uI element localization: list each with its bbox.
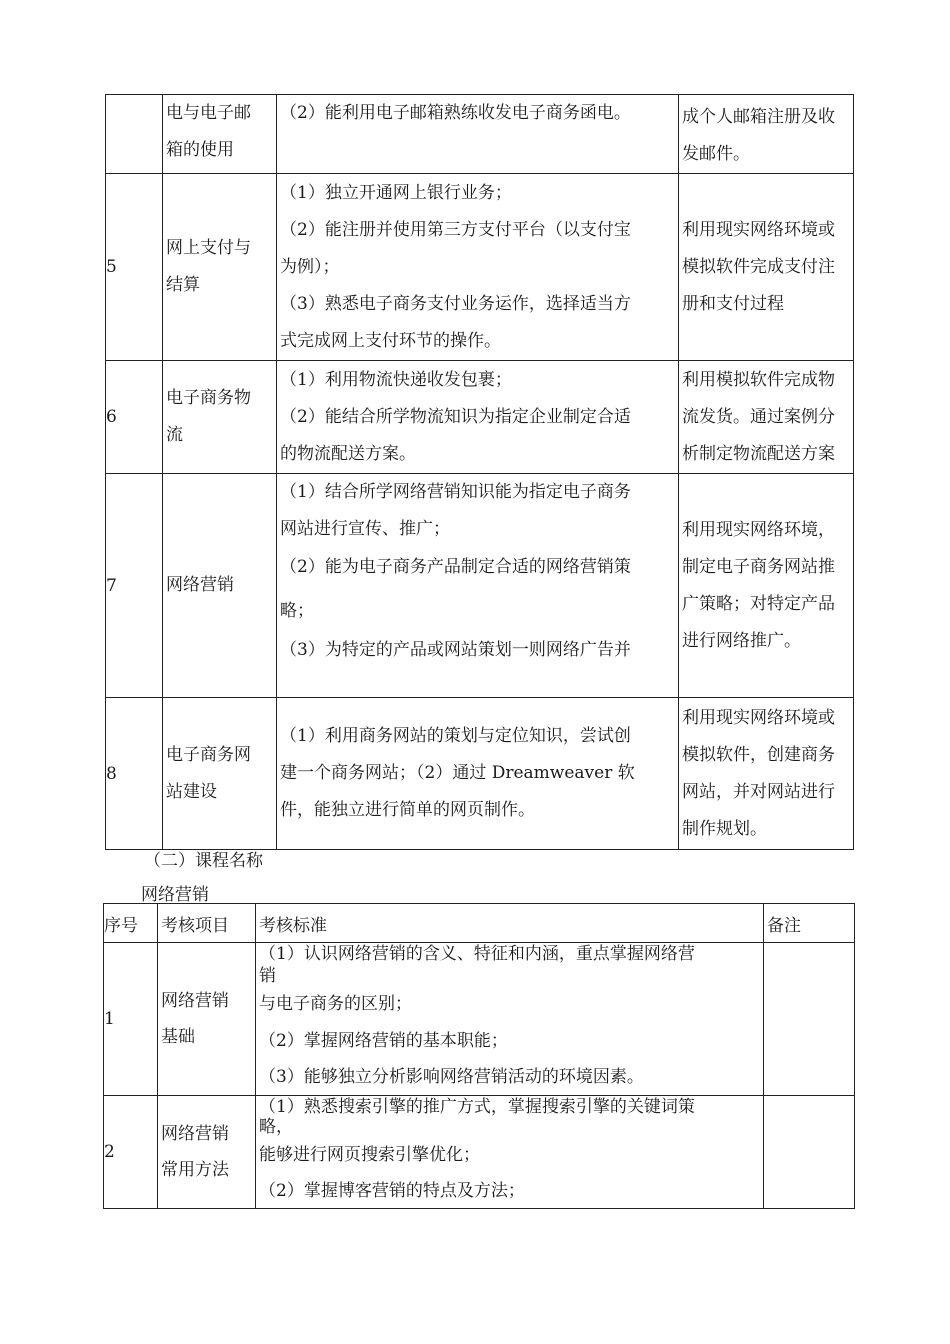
method-line: 模拟软件，创建商务 xyxy=(682,744,835,765)
method-line: 成个人邮箱注册及收 xyxy=(682,107,835,127)
item-line: 站建设 xyxy=(166,781,217,802)
standard-cell xyxy=(277,474,679,698)
standard-line: （3）为特定的产品或网站策划一则网络广告并 xyxy=(280,640,631,660)
standard-line: （3）能够独立分析影响网络营销活动的环境因素。 xyxy=(259,1067,644,1087)
header-cell: 考核标准 xyxy=(256,904,764,943)
standard-line: （2）能结合所学物流知识为指定企业制定合适 xyxy=(280,406,631,427)
method-line: 发邮件。 xyxy=(682,144,750,164)
method-line: 利用现实网络环境或 xyxy=(682,219,835,240)
standard-cell xyxy=(256,1096,764,1209)
method-cell xyxy=(679,698,854,850)
method-line: 进行网络推广。 xyxy=(682,630,801,651)
item-line: 网络营销 xyxy=(161,1124,229,1144)
item-line: 网络营销 xyxy=(166,575,234,595)
standard-line: 略， xyxy=(259,1117,293,1137)
note-cell xyxy=(764,1096,855,1209)
standard-line: 件，能独立进行简单的网页制作。 xyxy=(280,800,535,820)
method-line: 制定电子商务网站推 xyxy=(682,556,835,577)
item-cell xyxy=(163,474,277,698)
assessment-table-1 xyxy=(105,94,854,850)
table-header-row xyxy=(104,904,855,943)
standard-cell xyxy=(277,95,679,174)
method-cell xyxy=(679,174,854,361)
standard-line: （2）能利用电子邮箱熟练收发电子商务函电。 xyxy=(280,103,631,123)
standard-line: （2）能注册并使用第三方支付平台（以支付宝 xyxy=(280,219,631,240)
method-line: 流发货。通过案例分 xyxy=(682,406,835,427)
item-cell xyxy=(158,1096,256,1209)
table-row xyxy=(106,474,854,698)
table-row xyxy=(106,174,854,361)
header-cell: 序号 xyxy=(104,904,158,943)
item-line: 电子商务网 xyxy=(166,744,251,765)
method-cell xyxy=(679,95,854,174)
item-line: 结算 xyxy=(166,275,200,295)
row-number-cell xyxy=(106,95,163,174)
method-line: 利用现实网络环境或 xyxy=(682,707,835,728)
item-line: 网上支付与 xyxy=(166,238,251,258)
item-cell xyxy=(163,361,277,474)
standard-line: （1）利用物流快递收发包裹； xyxy=(280,369,512,390)
method-line: 广策略；对特定产品 xyxy=(682,593,835,614)
item-line: 基础 xyxy=(161,1027,195,1047)
header-cell: 备注 xyxy=(764,904,855,943)
row-number-cell: 8 xyxy=(106,698,163,850)
item-line: 常用方法 xyxy=(161,1160,229,1180)
standard-cell xyxy=(277,361,679,474)
standard-line: （1）熟悉搜索引擎的推广方式，掌握搜索引擎的关键词策 xyxy=(259,1097,695,1117)
row-number-cell: 1 xyxy=(104,943,158,1096)
standard-line: （1）独立开通网上银行业务； xyxy=(280,182,512,203)
row-number-cell: 7 xyxy=(106,474,163,698)
assessment-table-2 xyxy=(103,903,855,1209)
method-line: 册和支付过程 xyxy=(682,293,784,314)
standard-cell xyxy=(277,698,679,850)
standard-line: 能够进行网页搜索引擎优化； xyxy=(259,1145,480,1165)
table-row xyxy=(106,361,854,474)
row-number-cell: 5 xyxy=(106,174,163,361)
standard-line: 为例）； xyxy=(280,256,340,277)
standard-line: 销 xyxy=(259,966,276,986)
method-line: 析制定物流配送方案 xyxy=(682,443,835,464)
method-cell xyxy=(679,474,854,698)
header-cell: 考核项目 xyxy=(158,904,256,943)
course-name: 网络营销 xyxy=(141,885,209,905)
standard-line: 略； xyxy=(280,601,314,621)
standard-line: （2）能为电子商务产品制定合适的网络营销策 xyxy=(280,557,631,577)
section-heading: （二）课程名称 xyxy=(144,851,263,871)
method-line: 网站，并对网站进行 xyxy=(682,781,835,802)
standard-cell xyxy=(256,943,764,1096)
item-line: 箱的使用 xyxy=(166,140,234,160)
item-cell xyxy=(163,698,277,850)
standard-line: （1）利用商务网站的策划与定位知识，尝试创 xyxy=(280,726,631,746)
method-line: 利用现实网络环境， xyxy=(682,519,835,540)
table-row xyxy=(106,95,854,174)
row-number-cell: 2 xyxy=(104,1096,158,1209)
standard-line: （2）掌握博客营销的特点及方法； xyxy=(259,1181,525,1201)
item-cell xyxy=(163,174,277,361)
standard-line: （1）认识网络营销的含义、特征和内涵，重点掌握网络营 xyxy=(259,944,695,964)
standard-line: 建一个商务网站；（2）通过 Dreamweaver 软 xyxy=(280,763,635,783)
standard-line: （3）熟悉电子商务支付业务运作，选择适当方 xyxy=(280,293,631,314)
table-row xyxy=(104,943,855,1096)
method-line: 利用模拟软件完成物 xyxy=(682,369,835,390)
standard-line: 式完成网上支付环节的操作。 xyxy=(280,330,501,351)
row-number-cell: 6 xyxy=(106,361,163,474)
item-cell xyxy=(163,95,277,174)
standard-line: 的物流配送方案。 xyxy=(280,443,416,464)
standard-cell xyxy=(277,174,679,361)
item-line: 电与电子邮 xyxy=(166,103,251,123)
method-line: 制作规划。 xyxy=(682,818,767,839)
standard-line: （1）结合所学网络营销知识能为指定电子商务 xyxy=(280,482,631,502)
table-row xyxy=(104,1096,855,1209)
standard-line: 与电子商务的区别； xyxy=(259,994,412,1014)
item-line: 电子商务物 xyxy=(166,388,251,408)
standard-line: （2）掌握网络营销的基本职能； xyxy=(259,1031,508,1051)
table-row xyxy=(106,698,854,850)
item-cell xyxy=(158,943,256,1096)
item-line: 流 xyxy=(166,425,183,445)
note-cell xyxy=(764,943,855,1096)
standard-line: 网站进行宣传、推广； xyxy=(280,519,450,539)
method-line: 模拟软件完成支付注 xyxy=(682,256,835,277)
method-cell xyxy=(679,361,854,474)
item-line: 网络营销 xyxy=(161,991,229,1011)
